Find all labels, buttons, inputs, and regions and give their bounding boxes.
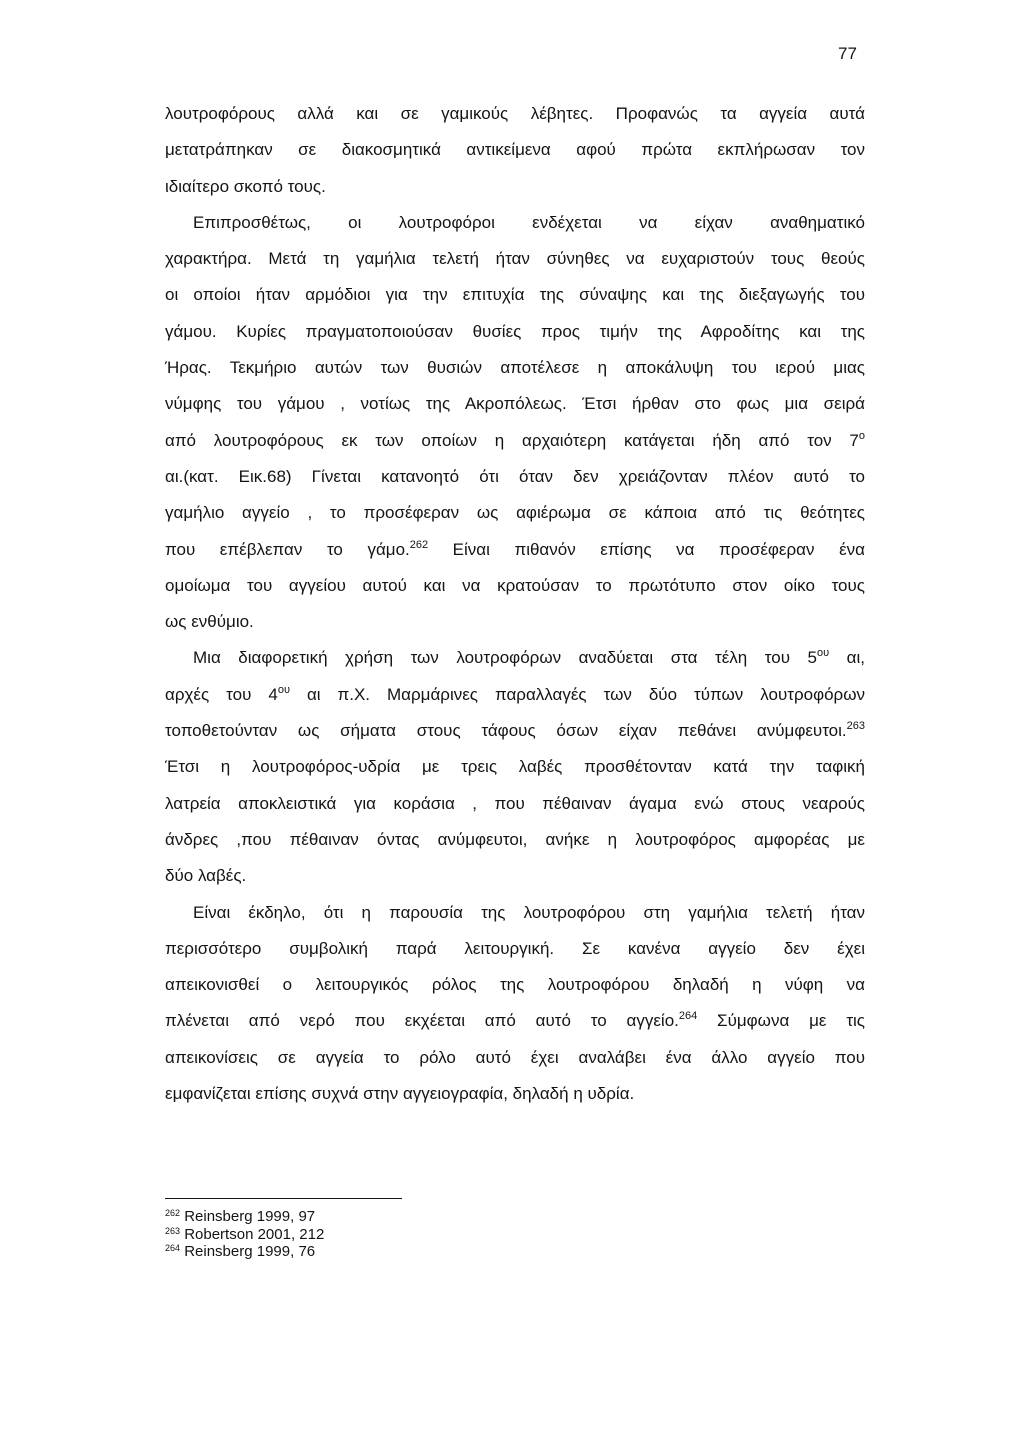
superscript: 263 bbox=[846, 720, 865, 733]
footnote-text: Reinsberg 1999, 76 bbox=[180, 1243, 316, 1260]
text-line bbox=[165, 241, 865, 277]
line-text: γάμου. Κυρίες πραγματοποιούσαν θυσίες προς τιμήν της Αφροδίτης και της bbox=[165, 321, 865, 341]
page-number: 77 bbox=[838, 44, 857, 63]
text-line bbox=[165, 495, 865, 531]
text-line bbox=[165, 169, 865, 205]
footnotes bbox=[165, 1208, 324, 1261]
superscript: ου bbox=[277, 683, 290, 696]
line-text-tail: Σύμφωνα με τις bbox=[697, 1011, 865, 1031]
text-line bbox=[165, 314, 865, 350]
footnote-number: 262 bbox=[165, 1208, 181, 1218]
line-text: γαμήλιο αγγείο , το προσέφεραν ως αφιέρωμα σε κάποια από τις θεότητες bbox=[165, 503, 865, 523]
text-line bbox=[165, 604, 865, 640]
line-text: Έτσι η λουτροφόρος-υδρία με τρεις λαβές προσθέτονταν κατά την ταφική bbox=[165, 757, 865, 777]
line-text: χαρακτήρα. Μετά τη γαμήλια τελετή ήταν σύνηθες να ευχαριστούν τους θεούς bbox=[165, 249, 865, 269]
line-text: Είναι έκδηλο, ότι η παρουσία της λουτροφόρου στη γαμήλια τελετή ήταν bbox=[193, 902, 865, 922]
line-text: ομοίωμα του αγγείου αυτού και να κρατούσαν το πρωτότυπο στον οίκο τους bbox=[165, 575, 865, 595]
text-line bbox=[165, 967, 865, 1003]
text-line bbox=[165, 386, 865, 422]
line-text-tail: Είναι πιθανόν επίσης να προσέφεραν ένα bbox=[428, 539, 865, 559]
text-line bbox=[165, 931, 865, 967]
line-text: μετατράπηκαν σε διακοσμητικά αντικείμενα αφού πρώτα εκπλήρωσαν τον bbox=[165, 140, 865, 160]
line-text: οι οποίοι ήταν αρμόδιοι για την επιτυχία της σύναψης και της διεξαγωγής του bbox=[165, 285, 865, 305]
line-text: λουτροφόρους αλλά και σε γαμικούς λέβητες. Προφανώς τα αγγεία αυτά bbox=[165, 104, 865, 123]
line-text: νύμφης του γάμου , νοτίως της Ακροπόλεως. Έτσι ήρθαν στο φως μια σειρά bbox=[165, 394, 865, 414]
text-line bbox=[165, 532, 865, 568]
text-line bbox=[165, 132, 865, 168]
line-text: Ήρας. Τεκμήριο αυτών των θυσιών αποτέλεσε η αποκάλυψη του ιερού μιας bbox=[165, 358, 865, 378]
line-text: αρχές του 4 bbox=[165, 684, 278, 704]
footnote-text: Robertson 2001, 212 bbox=[180, 1225, 325, 1243]
line-text: ιδιαίτερο σκοπό τους. bbox=[165, 176, 326, 196]
text-line bbox=[165, 568, 865, 604]
text-line bbox=[165, 1040, 865, 1076]
line-text: ως ενθύμιο. bbox=[165, 612, 254, 632]
line-text-tail: αι π.Χ. Μαρμάρινες παραλλαγές των δύο τύπων λουτροφόρων bbox=[289, 684, 865, 704]
superscript: 262 bbox=[409, 538, 429, 551]
line-text: απεικονίσεις σε αγγεία το ρόλο αυτό έχει αναλάβει ένα άλλο αγγείο που bbox=[165, 1047, 865, 1067]
text-line bbox=[165, 205, 865, 241]
footnote-separator bbox=[165, 1198, 402, 1199]
text-line bbox=[165, 423, 865, 459]
text-line bbox=[165, 822, 865, 858]
body-text bbox=[165, 96, 865, 1112]
text-line bbox=[165, 1076, 865, 1112]
text-line bbox=[165, 786, 865, 822]
text-line bbox=[165, 640, 865, 676]
superscript: 264 bbox=[678, 1010, 698, 1023]
footnote bbox=[165, 1226, 324, 1244]
line-text: δύο λαβές. bbox=[165, 866, 247, 886]
text-line bbox=[165, 350, 865, 386]
text-line bbox=[165, 459, 865, 495]
line-text: αι.(κατ. Εικ.68) Γίνεται κατανοητό ότι όταν δεν χρειάζονταν πλέον αυτό το bbox=[165, 466, 865, 486]
line-text: Επιπροσθέτως, οι λουτροφόροι ενδέχεται να είχαν αναθηματικό bbox=[193, 212, 865, 232]
text-line bbox=[165, 277, 865, 313]
text-line bbox=[165, 895, 865, 931]
footnote bbox=[165, 1208, 324, 1226]
text-line bbox=[165, 749, 865, 785]
superscript: ο bbox=[858, 429, 865, 442]
footnote bbox=[165, 1243, 324, 1261]
text-line bbox=[165, 677, 865, 713]
line-text: άνδρες ,που πέθαιναν όντας ανύμφευτοι, ανήκε η λουτροφόρος αμφορέας με bbox=[165, 829, 865, 849]
line-text: Μια διαφορετική χρήση των λουτροφόρων αναδύεται στα τέλη του 5 bbox=[193, 648, 817, 668]
line-text: λατρεία αποκλειστικά για κοράσια , που πέθαιναν άγαμα ενώ στους νεαρούς bbox=[165, 793, 865, 813]
footnote-text: Reinsberg 1999, 97 bbox=[180, 1208, 316, 1225]
text-line bbox=[165, 858, 865, 894]
line-text: τοποθετούνταν ως σήματα στους τάφους όσων είχαν πεθάνει ανύμφευτοι. bbox=[165, 721, 847, 741]
line-text: εμφανίζεται επίσης συχνά στην αγγειογραφία, δηλαδή η υδρία. bbox=[165, 1084, 635, 1104]
line-text: από λουτροφόρους εκ των οποίων η αρχαιότερη κατάγεται ήδη από τον 7 bbox=[165, 430, 859, 450]
line-text-tail: αι, bbox=[829, 648, 865, 668]
line-text: περισσότερο συμβολική παρά λειτουργική. Σε κανένα αγγείο δεν έχει bbox=[165, 938, 865, 958]
text-line bbox=[165, 96, 865, 132]
text-line bbox=[165, 713, 865, 749]
footnote-number: 263 bbox=[165, 1225, 181, 1236]
text-line bbox=[165, 1003, 865, 1039]
superscript: ου bbox=[817, 647, 830, 660]
footnote-number: 264 bbox=[165, 1243, 181, 1253]
line-text: πλένεται από νερό που εκχέεται από αυτό το αγγείο. bbox=[165, 1011, 679, 1031]
line-text: που επέβλεπαν το γάμο. bbox=[165, 539, 410, 559]
line-text: απεικονισθεί ο λειτουργικός ρόλος της λουτροφόρου δηλαδή η νύφη να bbox=[165, 975, 865, 995]
